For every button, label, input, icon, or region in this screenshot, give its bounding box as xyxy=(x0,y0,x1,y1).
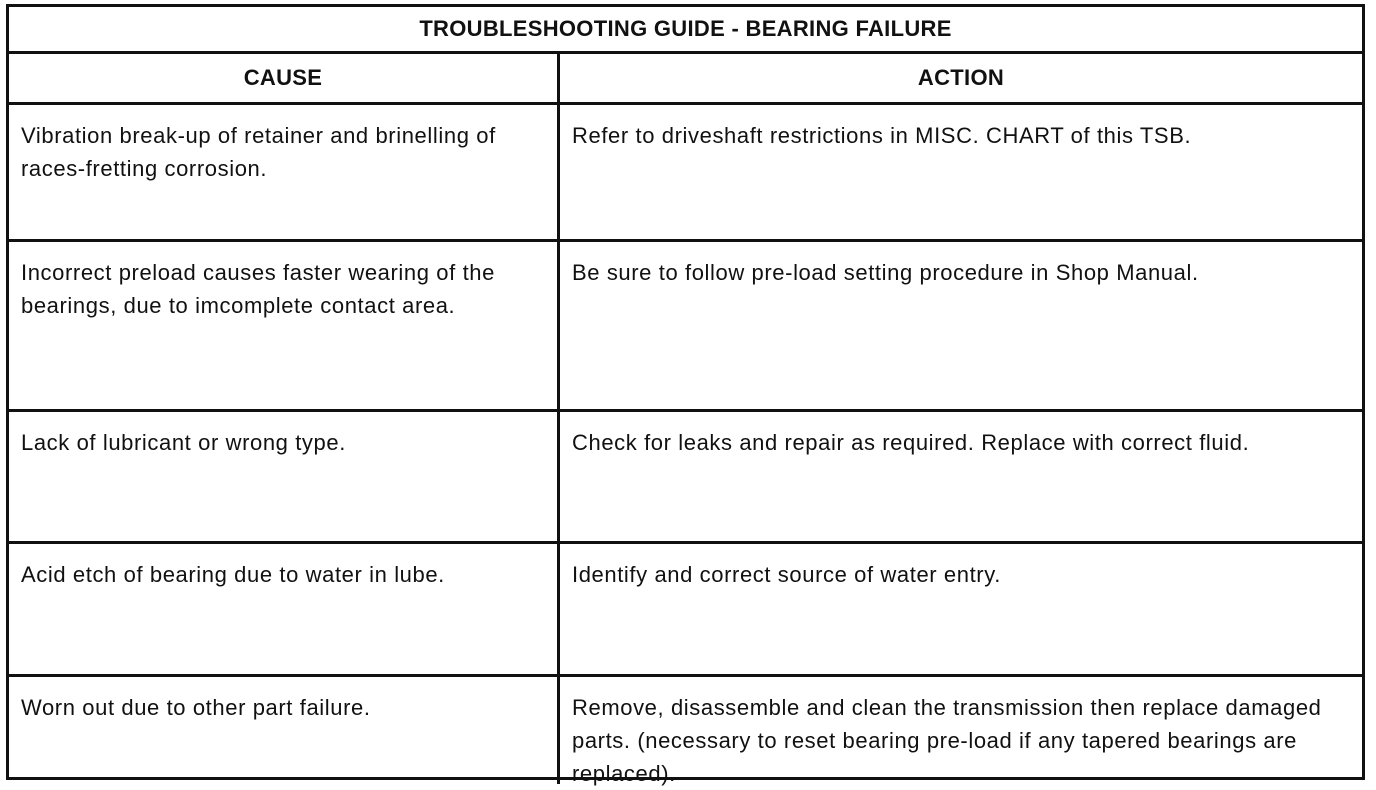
table-row xyxy=(9,544,1362,677)
action-cell: Refer to driveshaft restrictions in MISC. CHART of this TSB. xyxy=(572,123,1192,148)
cause-cell: Lack of lubricant or wrong type. xyxy=(9,412,560,541)
action-cell: Check for leaks and repair as required. Replace with correct fluid. xyxy=(572,430,1250,455)
troubleshooting-table xyxy=(6,4,1365,786)
header-row xyxy=(9,54,1362,105)
table-title: TROUBLESHOOTING GUIDE - BEARING FAILURE xyxy=(9,7,1362,54)
table-row xyxy=(9,242,1362,412)
table-row xyxy=(9,105,1362,242)
cause-cell: Worn out due to other part failure. xyxy=(9,677,560,784)
cause-cell: Incorrect preload causes faster wearing of the bearings, due to imcomplete contact area. xyxy=(9,242,560,409)
table-body xyxy=(9,105,1362,784)
action-column-header: ACTION xyxy=(917,65,1005,90)
action-cell: Identify and correct source of water entry. xyxy=(572,562,1001,587)
cause-column-header: CAUSE xyxy=(9,54,560,102)
table-row xyxy=(9,412,1362,544)
action-cell: Remove, disassemble and clean the transmission then replace damaged parts. (necessary to reset bearing pre-load if any tapered bearings are replaced). xyxy=(572,695,1322,786)
action-cell: Be sure to follow pre-load setting procedure in Shop Manual. xyxy=(572,260,1199,285)
cause-cell: Vibration break-up of retainer and brinelling of races-fretting corrosion. xyxy=(9,105,560,239)
table-row xyxy=(9,677,1362,784)
cause-cell: Acid etch of bearing due to water in lube. xyxy=(9,544,560,674)
